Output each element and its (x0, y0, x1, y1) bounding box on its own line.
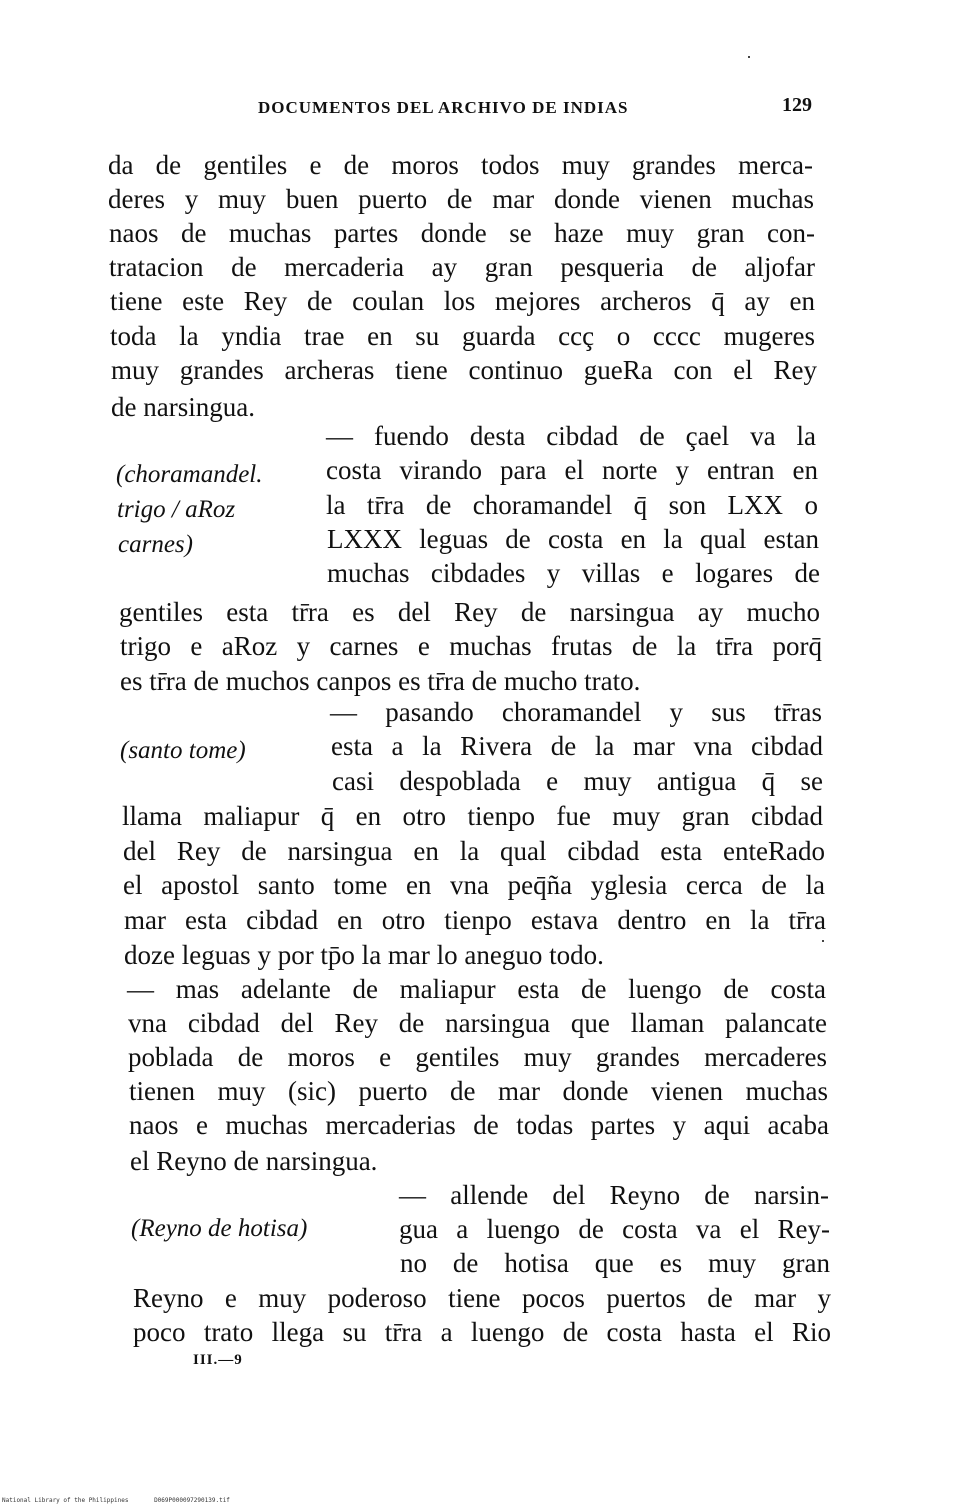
margin-note: (Reyno de hotisa) (131, 1215, 308, 1242)
margin-note: (choramandel. (116, 461, 263, 488)
text-line: doze leguas y por tp̄o la mar lo aneguo todo. (124, 940, 604, 970)
text-line: tratacion de mercaderia ay gran pesqueria de aljofar (109, 252, 815, 282)
paper-speck (822, 940, 824, 942)
text-line: llama maliapur q̄ en otro tienpo fue muy gran cibdad (122, 801, 823, 831)
text-line: tienen muy (sic) puerto de mar donde vienen muchas (129, 1076, 828, 1106)
text-line: gua a luengo de costa va el Rey- (399, 1214, 830, 1244)
running-title: DOCUMENTOS DEL ARCHIVO DE INDIAS (258, 98, 629, 117)
text-line: esta a la Rivera de la mar vna cibdad (331, 731, 823, 761)
text-line: poblada de moros e gentiles muy grandes mercaderes (128, 1042, 827, 1072)
text-line: gentiles esta tr̄ra es del Rey de narsingua ay mucho (119, 597, 820, 627)
text-line: naos de muchas partes donde se haze muy gran con- (109, 218, 815, 248)
text-line: deres y muy buen puerto de mar donde vienen muchas (108, 184, 814, 214)
text-line: costa virando para el norte y entran en (326, 455, 818, 485)
margin-note: trigo / aRoz (117, 496, 236, 523)
text-line: de narsingua. (111, 392, 255, 422)
text-line: casi despoblada e muy antigua q̄ se (332, 766, 823, 796)
signature-mark: III.—9 (193, 1352, 243, 1368)
text-line: Reyno e muy poderoso tiene pocos puertos de mar y (133, 1283, 831, 1313)
text-line: — mas adelante de maliapur esta de luengo de costa (127, 974, 826, 1004)
text-line: muy grandes archeras tiene continuo gueRa con el Rey (111, 355, 817, 385)
page-number: 129 (782, 94, 812, 116)
text-line: el apostol santo tome en vna peq̄ña yglesia cerca de la (123, 870, 825, 900)
text-line: trigo e aRoz y carnes e muchas frutas de la tr̄ra porq̄ (120, 631, 822, 661)
text-line: poco trato llega su tr̄ra a luengo de costa hasta el Rio (133, 1317, 831, 1347)
text-line: tiene este Rey de coulan los mejores archeros q̄ ay en (110, 286, 815, 316)
text-line: LXXX leguas de costa en la qual estan (327, 524, 819, 554)
text-line: muchas cibdades y villas e logares de (327, 558, 820, 588)
text-line: vna cibdad del Rey de narsingua que llaman palancate (128, 1008, 827, 1038)
scan-id: D069P000097290139.tif (154, 1497, 230, 1504)
text-line: — fuendo desta cibdad de çael va la (326, 421, 816, 451)
text-line: naos e muchas mercaderias de todas partes y aqui acaba (129, 1110, 829, 1140)
text-line: da de gentiles e de moros todos muy grandes merca- (108, 150, 813, 180)
margin-note: (santo tome) (120, 737, 246, 764)
text-line: mar esta cibdad en otro tienpo estava dentro en la tr̄ra (124, 905, 826, 935)
library-credit: National Library of the Philippines (2, 1497, 129, 1504)
text-line: no de hotisa que es muy gran (400, 1248, 830, 1278)
margin-note: carnes) (118, 531, 193, 558)
text-line: la tr̄ra de choramandel q̄ son LXX o (326, 490, 818, 520)
text-line: es tr̄ra de muchos canpos es tr̄ra de mucho trato. (120, 666, 641, 696)
text-line: — pasando choramandel y sus tr̄ras (330, 697, 822, 727)
text-line: el Reyno de narsingua. (130, 1146, 378, 1176)
paper-speck (748, 56, 750, 58)
scan-footer (2, 1497, 252, 1504)
text-line: toda la yndia trae en su guarda ccç o cccc mugeres (110, 321, 815, 351)
text-line: — allende del Reyno de narsin- (399, 1180, 829, 1210)
text-line: del Rey de narsingua en la qual cibdad esta enteRado (123, 836, 825, 866)
